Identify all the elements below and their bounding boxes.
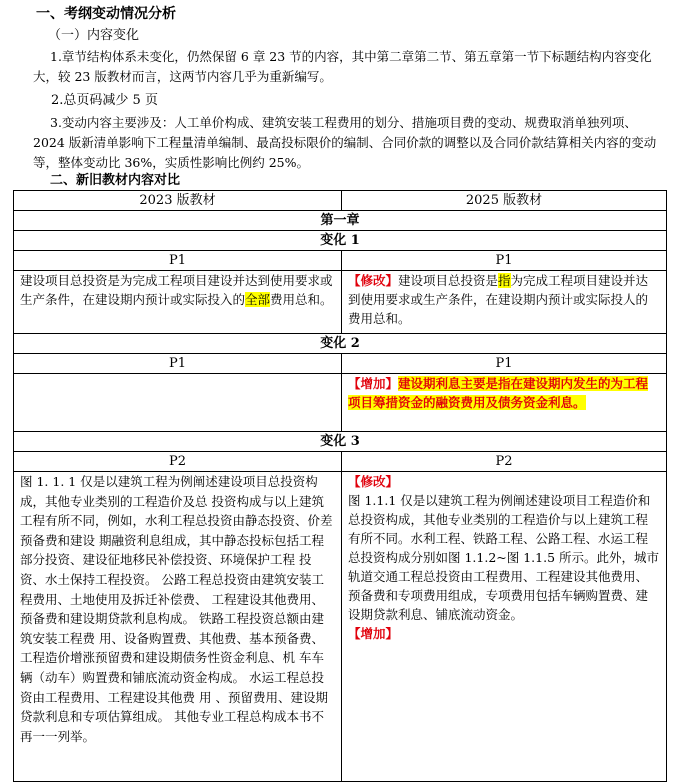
chapter-row	[14, 211, 667, 231]
change-3-page-row	[14, 452, 667, 472]
change-2-row	[14, 334, 667, 354]
col-header-2025: 2025 版教材	[342, 191, 667, 211]
change-1-label: 变化 1	[14, 231, 667, 251]
change-1-old-text: 建设项目总投资是为完成工程项目建设并达到使用要求或生产条件，在建设期内预计或实际投入的全部费用总和。	[14, 271, 342, 334]
change-2-page-old: P1	[14, 354, 342, 374]
col-header-2023: 2023 版教材	[14, 191, 342, 211]
table-header-row	[14, 191, 667, 211]
item-1: 1.章节结构体系未变化，仍然保留 6 章 23 节的内容，其中第二章第二节、第五章第一节下标题结构内容变化大，较 23 版教材而言，这两节内容几乎为重新编写。	[33, 49, 652, 84]
change-2-new-text	[342, 374, 667, 432]
added-interest-text: 建设期利息主要是指在建设期内发生的为工程项目筹措资金的融资费用及债务资金利息。	[348, 376, 649, 410]
change-3-page-new: P2	[342, 452, 667, 472]
change-1-page-old: P1	[14, 251, 342, 271]
change-3-new-text	[342, 472, 667, 782]
add-tag: 【增加】	[348, 376, 399, 391]
item-3: 3.变动内容主要涉及：人工单价构成、建筑安装工程费用的划分、措施项目费的变动、规费取消单独列项、2024 版新清单影响下工程量清单编制、最高投标限价的编制、合同价款的调整以及合同价款结算相关内容的变动等，整体变动比 36%，实质性影响比例约 25%。	[33, 115, 657, 170]
change-2-content-row	[14, 374, 667, 432]
change-3-content-row	[14, 472, 667, 782]
modify-tag-2: 【修改】	[348, 474, 399, 489]
add-tag-2: 【增加】	[348, 626, 399, 641]
change-1-row	[14, 231, 667, 251]
section-heading-2: 二、新旧教材内容对比	[50, 173, 181, 188]
item-2: 2.总页码减少 5 页	[51, 93, 158, 108]
change-3-old-text: 图 1. 1. 1 仅是以建筑工程为例阐述建设项目总投资构成，其他专业类别的工程造价及总 投资构成与以上建筑工程有所不同，例如，水利工程总投资由静态投资、价差预备费和建设 期融资利息组成，其中静态投标包括工程部分投资、建设征地移民补偿投资、环境保护工程 投资、水土保持工程投资。 公路工程总投资由建筑安装工程费用、土地使用及拆迁补偿费、 工程建设其他费用、预备费和建设期贷款利息构成。 铁路工程投资总额由建筑安装工程费 用、设备购置费、其他费、基本预备费、工程造价增涨预留费和建设期债务性资金利息、机 车车辆（动车）购置费和铺底流动资金构成。 水运工程总投资由工程费用、工程建设其他费 用 、预留费用、建设期贷款利息和专项估算组成。 其他专业工程总构成本书不再一一列举。	[14, 472, 342, 782]
change-2-label: 变化 2	[14, 334, 667, 354]
change-1-content-row	[14, 271, 667, 334]
change-2-page-new: P1	[342, 354, 667, 374]
chapter-title: 第一章	[14, 211, 667, 231]
change-1-page-new: P1	[342, 251, 667, 271]
change-3-label: 变化 3	[14, 432, 667, 452]
change-2-page-row	[14, 354, 667, 374]
change-3-row	[14, 432, 667, 452]
highlight-quanbu: 全部	[245, 292, 271, 307]
subheading-content-change: （一）内容变化	[48, 28, 140, 43]
highlight-zhi: 指	[498, 273, 511, 288]
modify-tag: 【修改】	[348, 273, 399, 288]
change-3-new-body: 图 1.1.1 仅是以建筑工程为例阐述建设项目工程造价和总投资构成，其他专业类别的工程造价与以上建筑工程有所不同。水利工程、铁路工程、公路工程、水运工程总投资构成分别如图 1.1.2~图 1.1.5 所示。此外，城市轨道交通工程总投资由工程费用、工程建设其他费用、预备费和专项费用组成，专项费用包括车辆购置费、建设期贷款利息、铺底流动资金。	[348, 493, 660, 622]
comparison-table	[13, 190, 667, 782]
change-2-old-empty	[14, 374, 342, 432]
change-1-page-row	[14, 251, 667, 271]
change-3-page-old: P2	[14, 452, 342, 472]
section-heading-1: 一、考纲变动情况分析	[36, 6, 176, 22]
change-1-new-text: 【修改】建设项目总投资是指为完成工程项目建设并达到使用要求或生产条件，在建设期内预计或实际投人的费用总和。	[342, 271, 667, 334]
